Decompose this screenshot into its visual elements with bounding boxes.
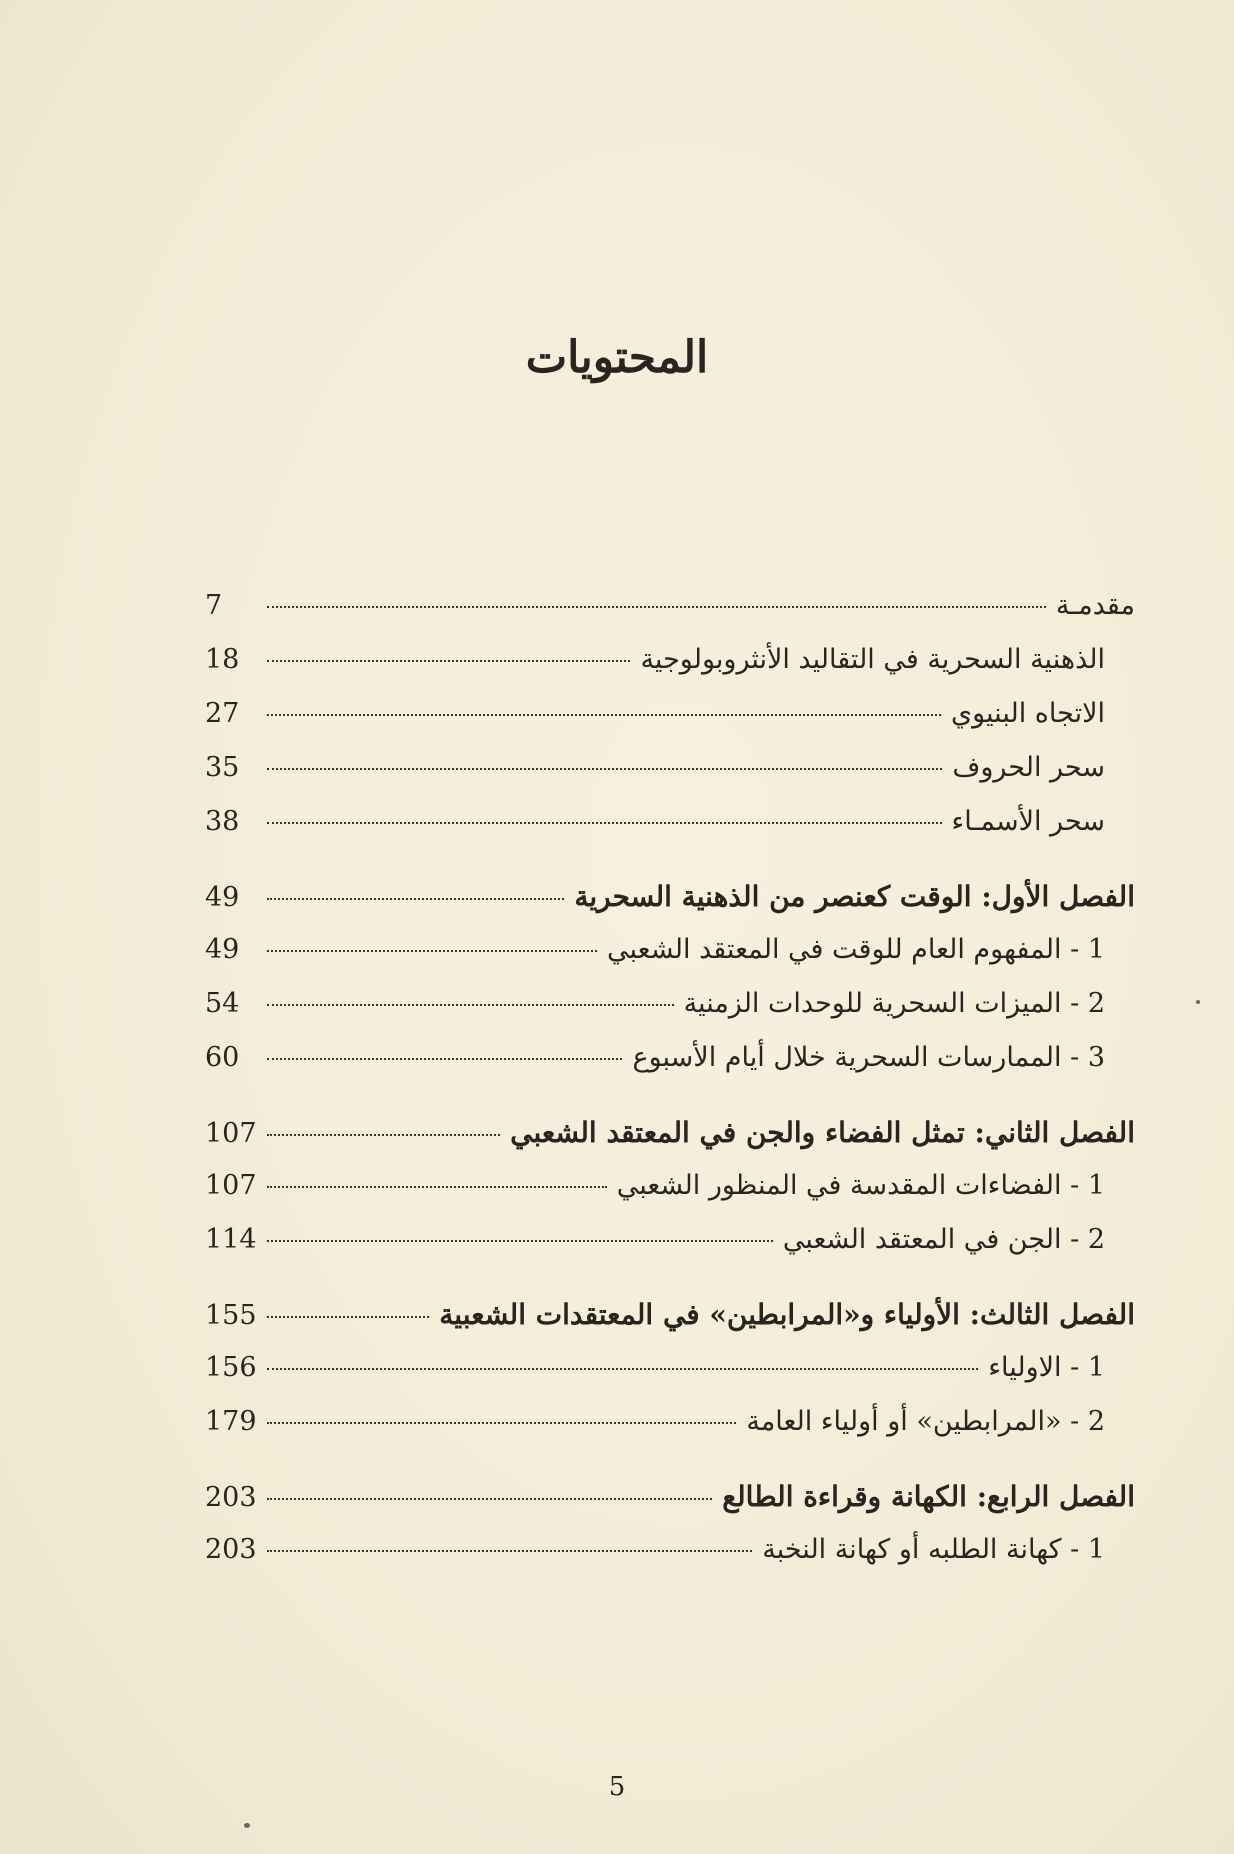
toc-entry-label: 1 - كهانة الطلبه أو كهانة النخبة bbox=[762, 1534, 1105, 1565]
dot-leader bbox=[267, 1134, 500, 1136]
toc-entry-label: 3 - الممارسات السحرية خلال أيام الأسبوع bbox=[632, 1042, 1105, 1073]
toc-entry bbox=[205, 644, 1135, 698]
toc-page-number: 35 bbox=[205, 752, 240, 783]
toc-page-number: 38 bbox=[205, 806, 240, 837]
toc-entry-label: الاتجاه البنيوي bbox=[950, 698, 1105, 729]
toc-chapter-2 bbox=[205, 1116, 1135, 1170]
paper-speck bbox=[1196, 1000, 1200, 1004]
toc-chapter-4 bbox=[205, 1480, 1135, 1534]
toc-entry-introduction bbox=[205, 590, 1135, 644]
toc-page-number: 203 bbox=[205, 1482, 257, 1513]
dot-leader bbox=[267, 1004, 674, 1006]
paper-speck bbox=[244, 1823, 250, 1828]
toc-page-number: 18 bbox=[205, 644, 240, 675]
toc-entry bbox=[205, 1534, 1135, 1588]
page-number-footer: 5 bbox=[608, 1772, 626, 1802]
dot-leader bbox=[267, 660, 630, 662]
dot-leader bbox=[267, 1368, 978, 1370]
toc-entry bbox=[205, 1224, 1135, 1278]
toc-entry-label: مقدمـة bbox=[1055, 590, 1135, 621]
dot-leader bbox=[267, 714, 941, 716]
toc-page-number: 107 bbox=[205, 1118, 257, 1149]
toc-page-number: 155 bbox=[205, 1300, 257, 1331]
toc-page-number: 7 bbox=[205, 590, 223, 621]
toc-page-number: 60 bbox=[205, 1042, 240, 1073]
toc-entry-label: 2 - الميزات السحرية للوحدات الزمنية bbox=[683, 988, 1105, 1019]
dot-leader bbox=[267, 898, 564, 900]
table-of-contents bbox=[205, 590, 1135, 1588]
dot-leader bbox=[267, 768, 942, 770]
toc-entry bbox=[205, 752, 1135, 806]
dot-leader bbox=[267, 1550, 752, 1552]
toc-entry bbox=[205, 806, 1135, 860]
dot-leader bbox=[267, 606, 1046, 608]
toc-entry-label: سحر الأسمـاء bbox=[951, 806, 1105, 837]
toc-entry-label: 1 - الفضاءات المقدسة في المنظور الشعبي bbox=[616, 1170, 1105, 1201]
toc-page-number: 54 bbox=[205, 988, 240, 1019]
toc-entry bbox=[205, 1406, 1135, 1460]
dot-leader bbox=[267, 950, 597, 952]
toc-entry-label: 2 - «المرابطين» أو أولياء العامة bbox=[746, 1406, 1105, 1437]
toc-chapter-label: الفصل الثاني: تمثل الفضاء والجن في المعتقد الشعبي bbox=[510, 1116, 1135, 1149]
toc-page-number: 203 bbox=[205, 1534, 257, 1565]
toc-entry-label: 2 - الجن في المعتقد الشعبي bbox=[782, 1224, 1105, 1255]
toc-page-number: 156 bbox=[205, 1352, 257, 1383]
toc-page-number: 49 bbox=[205, 934, 240, 965]
toc-chapter-1 bbox=[205, 880, 1135, 934]
dot-leader bbox=[267, 1058, 622, 1060]
toc-chapter-3 bbox=[205, 1298, 1135, 1352]
dot-leader bbox=[267, 822, 942, 824]
dot-leader bbox=[267, 1240, 773, 1242]
toc-page-number: 49 bbox=[205, 882, 240, 913]
toc-entry bbox=[205, 988, 1135, 1042]
dot-leader bbox=[267, 1422, 736, 1424]
dot-leader bbox=[267, 1186, 607, 1188]
toc-entry-label: الذهنية السحرية في التقاليد الأنثروبولوجية bbox=[640, 644, 1105, 675]
toc-page-number: 27 bbox=[205, 698, 240, 729]
toc-chapter-label: الفصل الأول: الوقت كعنصر من الذهنية السحرية bbox=[574, 880, 1135, 913]
toc-entry bbox=[205, 1352, 1135, 1406]
toc-entry bbox=[205, 1170, 1135, 1224]
dot-leader bbox=[267, 1498, 712, 1500]
toc-entry bbox=[205, 1042, 1135, 1096]
toc-page-number: 114 bbox=[205, 1224, 257, 1255]
toc-entry-label: 1 - الاولياء bbox=[988, 1352, 1105, 1383]
dot-leader bbox=[267, 1316, 429, 1318]
toc-entry bbox=[205, 698, 1135, 752]
toc-page-number: 179 bbox=[205, 1406, 257, 1437]
toc-entry-label: سحر الحروف bbox=[952, 752, 1105, 783]
page-title: المحتويات bbox=[525, 332, 709, 383]
toc-page-number: 107 bbox=[205, 1170, 257, 1201]
toc-chapter-label: الفصل الثالث: الأولياء و«المرابطين» في المعتقدات الشعبية bbox=[439, 1298, 1135, 1331]
toc-entry bbox=[205, 934, 1135, 988]
toc-chapter-label: الفصل الرابع: الكهانة وقراءة الطالع bbox=[722, 1480, 1135, 1513]
toc-entry-label: 1 - المفهوم العام للوقت في المعتقد الشعبي bbox=[607, 934, 1105, 965]
